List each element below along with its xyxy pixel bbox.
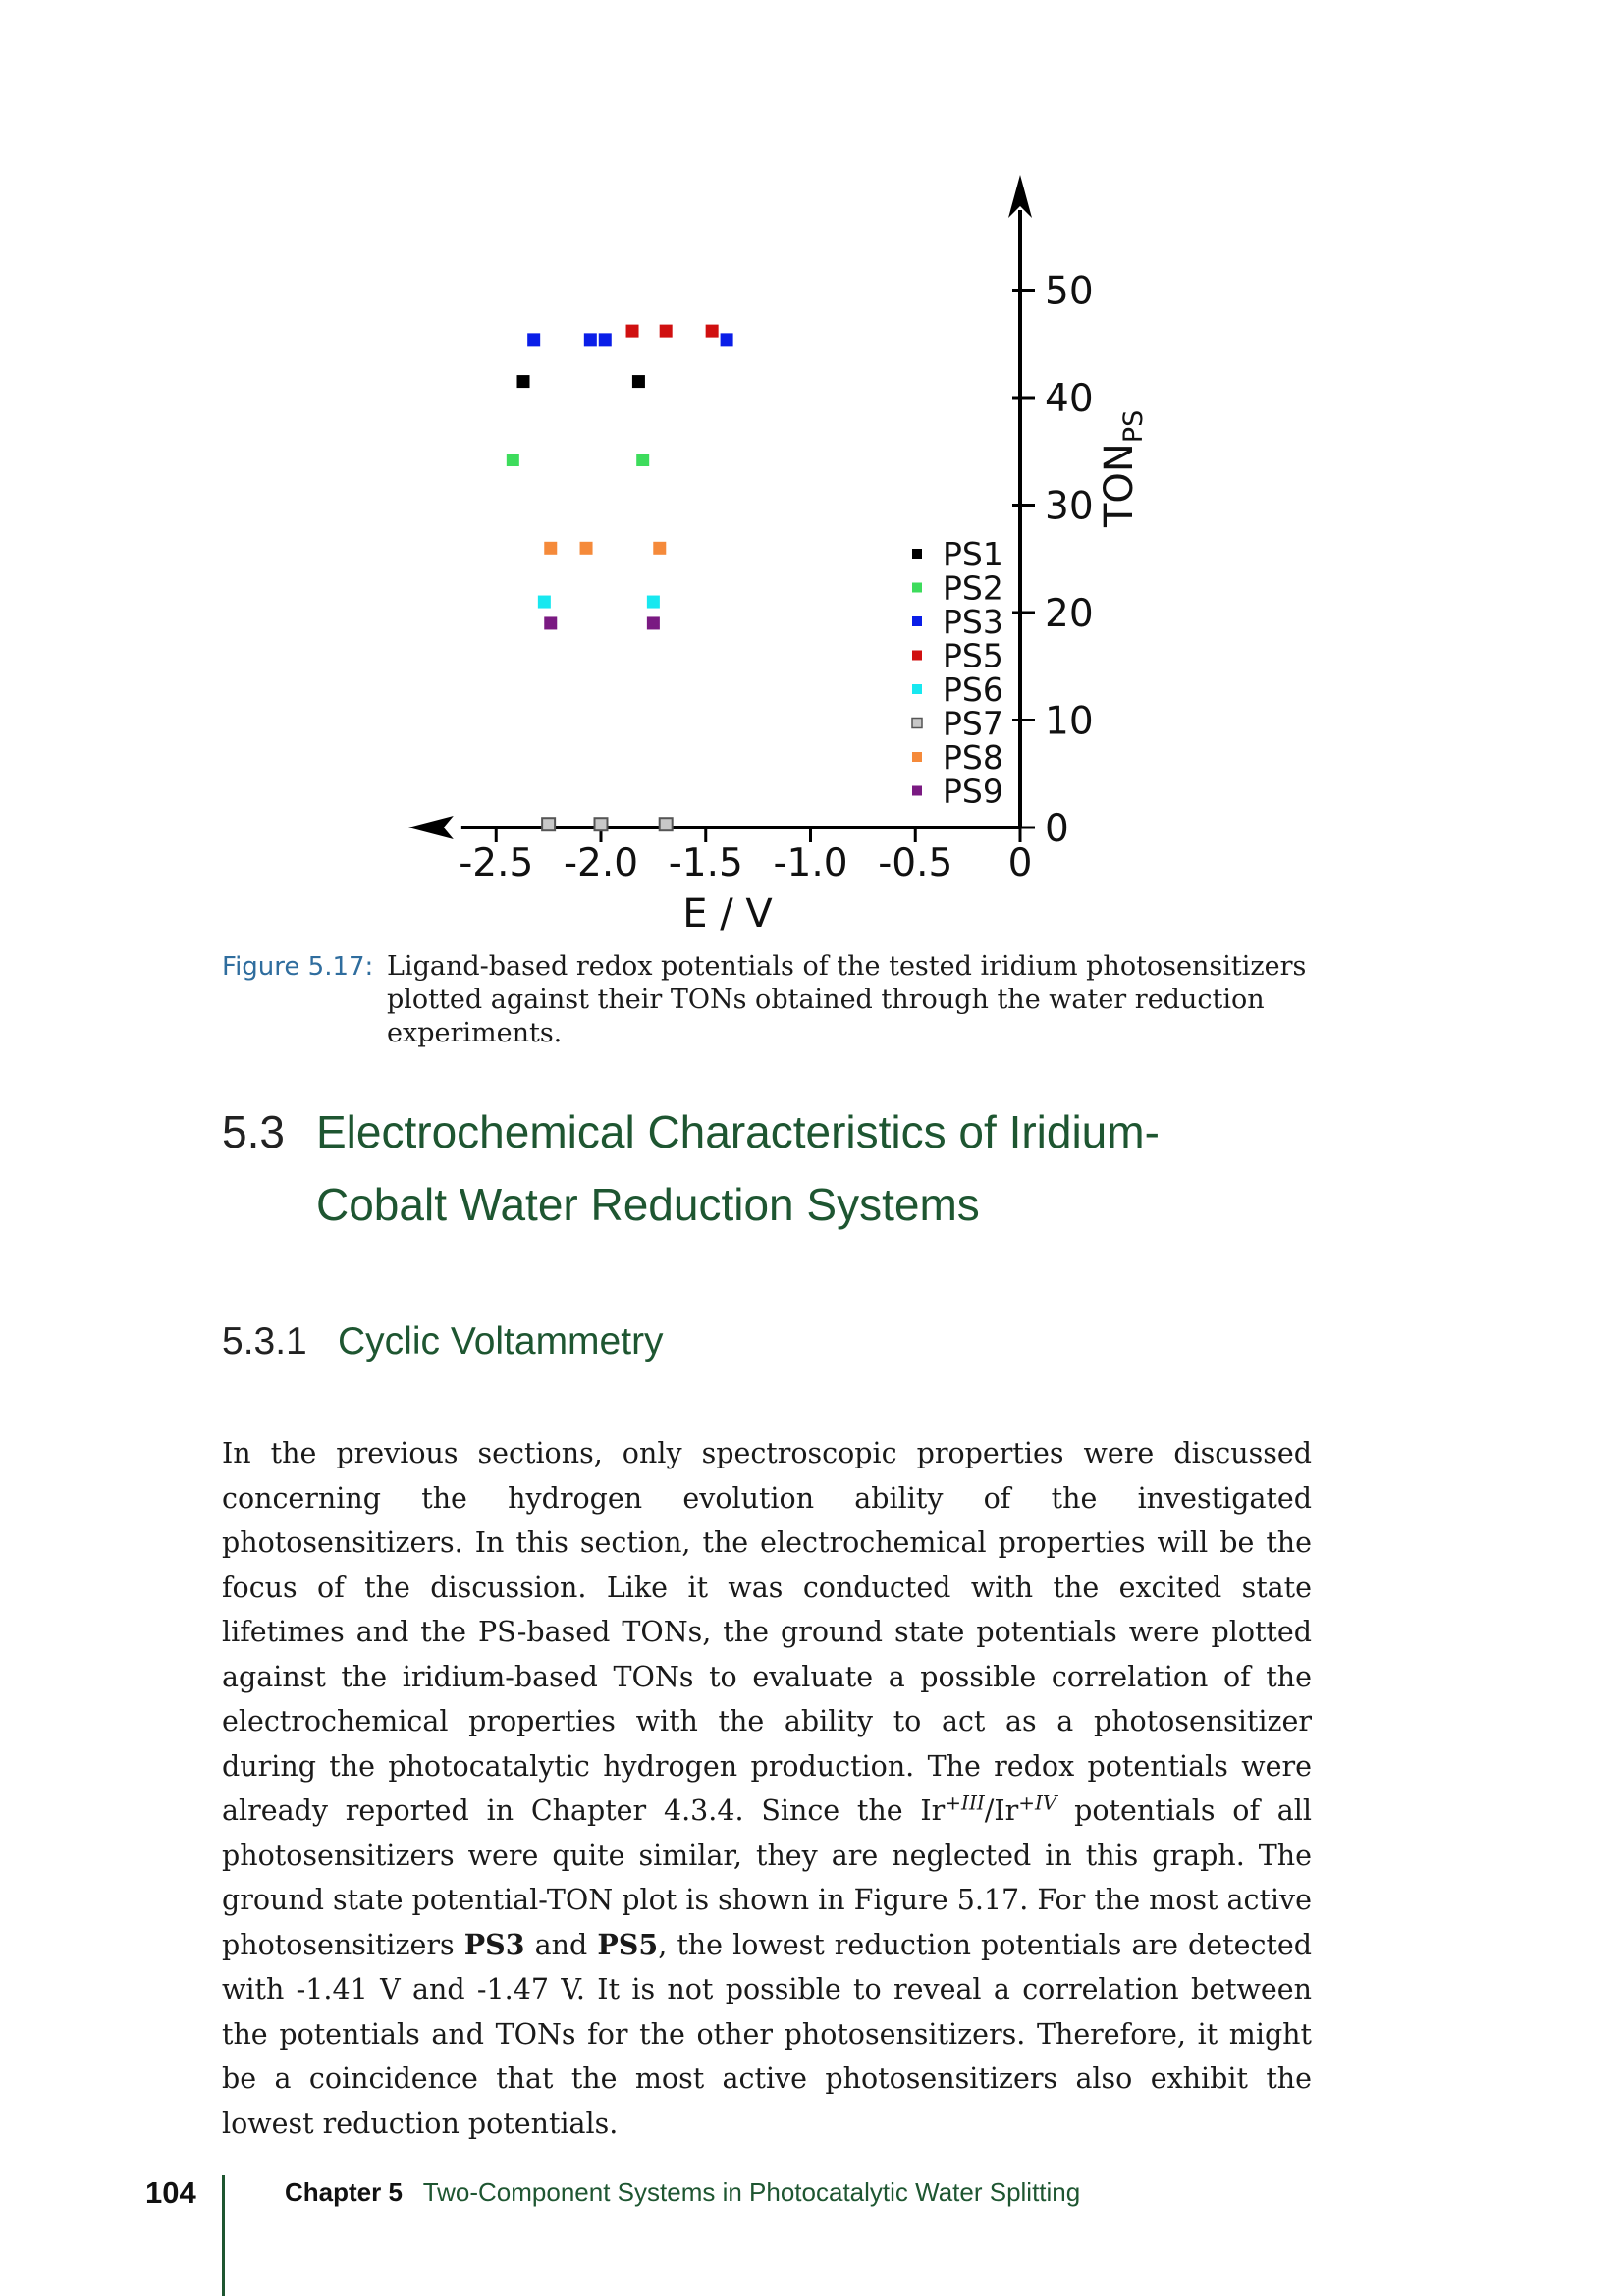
legend-label-ps2: PS2 <box>943 568 1003 608</box>
data-point-ps2 <box>507 454 519 466</box>
x-tick-label: -2.5 <box>459 841 534 885</box>
data-point-ps5 <box>706 325 719 338</box>
data-point-ps1 <box>517 375 530 388</box>
y-tick-label: 30 <box>1045 484 1094 529</box>
running-head <box>285 2177 1080 2208</box>
subsection-heading <box>222 1315 664 1368</box>
footer-rule <box>222 2175 225 2296</box>
ton-vs-potential-chart <box>0 0 1624 942</box>
data-point-ps8 <box>544 542 557 555</box>
data-point-ps7 <box>660 818 673 830</box>
y-tick-label: 40 <box>1045 377 1094 421</box>
data-point-ps8 <box>580 542 593 555</box>
running-head-chapter: Chapter 5 <box>285 2177 403 2207</box>
data-point-ps9 <box>647 616 660 629</box>
data-point-ps5 <box>660 325 673 338</box>
data-point-ps6 <box>647 596 660 609</box>
y-tick-label: 0 <box>1045 807 1069 851</box>
oxidation-state-superscript: +IV <box>1018 1790 1057 1815</box>
legend-marker-ps8 <box>912 752 922 762</box>
body-text-part: In the previous sections, only spectroscopic properties were discussed concerning the hydrogen evolution ability of the investigated photosensitizers. In this section, the electrochemical properties will be the focus of the discussion. Like it was conducted with the excited state lifetimes and the PS-based TONs, the ground state potentials were plotted against the iridium-based TONs to evaluate a possible correlation of the electrochemical properties with the ability to act as a photosensitizer during the photocatalytic hydrogen production. The redox potentials were already reported in Chapter 4.3.4. Since the Ir <box>222 1437 1312 1827</box>
body-text-part: , the lowest reduction potentials are detected with -1.41 V and -1.47 V. It is not possible to reveal a correlation between the potentials and TONs for the other photosensitizers. Therefore, it might be a coincidence that the most active photosensitizers also exhibit the lowest reduction potentials. <box>222 1928 1312 2140</box>
data-point-ps3 <box>721 333 733 346</box>
data-point-ps9 <box>544 616 557 629</box>
legend-marker-ps6 <box>912 684 922 694</box>
legend-marker-ps2 <box>912 583 922 593</box>
x-axis-arrowhead <box>408 816 454 839</box>
x-tick-label: -1.0 <box>773 841 848 885</box>
body-text-part: /Ir <box>984 1794 1019 1827</box>
y-axis-label-main: TON <box>1097 443 1142 527</box>
x-tick-label: -1.5 <box>668 841 743 885</box>
x-tick-label: 0 <box>1007 841 1033 885</box>
subsection-number: 5.3.1 <box>222 1320 307 1362</box>
data-point-ps3 <box>584 333 597 346</box>
body-paragraph <box>222 1431 1312 2146</box>
oxidation-state-superscript: +III <box>945 1790 985 1815</box>
page-number: 104 <box>145 2175 196 2210</box>
section-heading <box>222 1095 1361 1241</box>
section-title: Electrochemical Characteristics of Iridium-Cobalt Water Reduction Systems <box>316 1106 1160 1230</box>
data-point-ps6 <box>538 596 551 609</box>
chart-legend <box>912 535 1003 811</box>
figure-caption-text: Ligand-based redox potentials of the tested iridium photosensitizers plotted against their TONs obtained through the water reduction experiments. <box>387 951 1307 1048</box>
x-axis-label: E / V <box>682 891 773 936</box>
legend-marker-ps9 <box>912 786 922 796</box>
y-tick-label: 50 <box>1045 269 1094 314</box>
compound-ps5: PS5 <box>597 1927 659 1961</box>
legend-label-ps1: PS1 <box>943 535 1003 573</box>
figure-caption <box>222 950 1312 1050</box>
legend-marker-ps1 <box>912 549 922 559</box>
legend-marker-ps7 <box>912 719 922 728</box>
y-axis-label <box>1097 410 1149 528</box>
compound-ps3: PS3 <box>463 1927 525 1961</box>
y-axis-label-subscript: PS <box>1118 409 1149 444</box>
body-text-part: and <box>524 1928 598 1961</box>
running-head-title: Two-Component Systems in Photocatalytic Water Splitting <box>422 2177 1081 2207</box>
data-point-ps2 <box>636 454 649 466</box>
data-point-ps5 <box>626 325 639 338</box>
x-tick-label: -2.0 <box>563 841 639 885</box>
subsection-title: Cyclic Voltammetry <box>338 1320 664 1362</box>
body-text-part: potentials of all photosensitizers were quite similar, they are neglected in this graph. The ground state potential-TON plot is shown in Figure 5.17. For the most active photosensitizers <box>222 1794 1313 1961</box>
legend-label-ps9: PS9 <box>943 772 1003 811</box>
data-point-ps7 <box>542 818 555 830</box>
data-point-ps1 <box>632 375 645 388</box>
data-point-ps8 <box>653 542 666 555</box>
y-tick-label: 10 <box>1045 699 1094 744</box>
legend-label-ps6: PS6 <box>943 670 1003 709</box>
legend-marker-ps3 <box>912 616 922 626</box>
section-number: 5.3 <box>222 1106 285 1157</box>
chart-axes <box>408 175 1032 839</box>
legend-marker-ps5 <box>912 651 922 661</box>
data-point-ps3 <box>527 333 540 346</box>
data-point-ps7 <box>595 818 608 830</box>
y-tick-label: 20 <box>1045 592 1094 636</box>
legend-label-ps8: PS8 <box>943 738 1003 776</box>
data-point-ps3 <box>599 333 612 346</box>
chart-points <box>507 325 733 831</box>
x-tick-label: -0.5 <box>878 841 953 885</box>
legend-label-ps5: PS5 <box>943 636 1003 675</box>
figure-caption-label: Figure 5.17: <box>222 952 374 982</box>
legend-label-ps7: PS7 <box>943 704 1003 743</box>
legend-label-ps3: PS3 <box>943 603 1003 641</box>
